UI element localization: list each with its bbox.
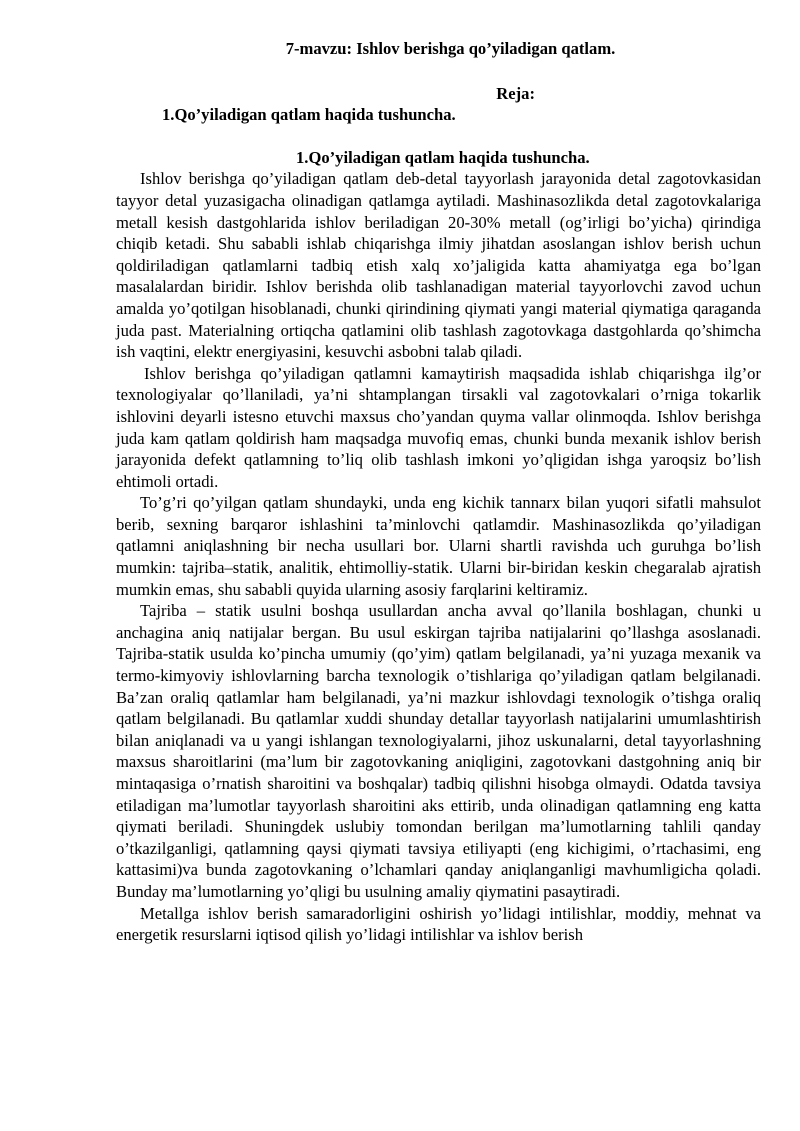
paragraph: Tajriba – statik usulni boshqa usullardan ancha avval qo’llanila boshlagan, chunki u anchagina aniq natijalar bergan. Bu usul eskirgan tajriba natijalarini qo’llashga asoslanadi. Tajriba-statik usulda ko’pincha umumiy (qo’yim) qatlam belgilanadi, ya’ni yuzaga mexanik va termo-kimyoviy ishlovlarning barcha texnologik o’tishlariga qo’yiladigan qatlam belgilanadi. Ba’zan oraliq qatlamlar ham belgilanadi, ya’ni mazkur ishlovdagi texnologik o’tishga oraliq qatlam belgilanadi. Bu qatlamlar xuddi shunday detallar tayyorlash natijalarini umumlashtirish bilan aniqlanadi va u yangi ishlangan texnologiyalarni, jihoz uskunalarni, detal tayyorlashning maxsus sharoitlarini (ma’lum bir zagotovkaning aniqligini, zagotovkani dastgohning aniq bir mintaqasiga o’rnatish sharoitini va boshqalar) tadbiq qilishni hisobga olmaydi. Odatda tavsiya etiladigan ma’lumotlar tayyorlash sharoitini aks ettirib, unda olinadigan qatlamning eng katta qiymati beriladi. Shuningdek uslubiy tomondan berilgan ma’lumotlarning tahlili qanday o’tkazilganligi, qatlamning qaysi qiymati tavsiya etiliyapti (eng kichigimi, o’rtachasimi, eng kattasimi)va bunda zagotovkaning o’lchamlari qanday aniqlanganligi mavhumligicha qoladi. Bunday ma’lumotlarning yo’qligi bu usulning amaliy qiymatini pasaytiradi. xyxy=(116,601,761,901)
document-title: 7-mavzu: Ishlov berishga qo’yiladigan qatlam. xyxy=(285,39,616,58)
paragraph: Ishlov berishga qo’yiladigan qatlam deb-detal tayyorlash jarayonida detal zagotovkasidan tayyor detal yuzasigacha olinadigan qatlamga aytiladi. Mashinasozlikda detal zagotovkalariga metall kesish dastgohlarida ishlov beriladigan 20-30% metall (og’irligi bo’yicha) qirindiga chiqib ketadi. Shu sababli ishlab chiqarishga ilmiy jihatdan asoslangan ishlov berish uchun qoldiriladigan qatlamlarni tadbiq etish xalq xo’jaligida katta ahamiyatga ega bo’lgan masalalardan biridir. Ishlov berishda olib tashlanadigan material tayyorlovchi zavod uchun amalda yo’qotilgan hisoblanadi, chunki qirindining qiymati yangi material qiymatiga qaraganda juda past. Materialning ortiqcha qatlamini olib tashlash zagotovkaga dastgohlarda qo’shimcha ish vaqtini, elektr energiyasini, kesuvchi asbobni talab qiladi. xyxy=(116,169,761,362)
section-heading: 1.Qo’yiladigan qatlam haqida tushuncha. xyxy=(296,147,590,167)
document-page xyxy=(116,38,761,946)
plan-heading: Reja: xyxy=(496,83,535,103)
paragraph: To’g’ri qo’yilgan qatlam shundayki, unda eng kichik tannarx bilan yuqori sifatli mahsulot berib, sexning barqaror ishlashini ta’minlovchi qatlamdir. Mashinasozlikda qo’yiladigan qatlamni aniqlashning bir necha usullari bor. Ularni shartli ravishda uch guruhga bo’lish mumkin: tajriba–statik, analitik, ehtimolliy-statik. Ularni bir-biridan keskin chegaralab ajratish mumkin emas, shu sababli quyida ularning asosiy farqlarini keltiramiz. xyxy=(116,493,761,599)
paragraph: Metallga ishlov berish samaradorligini oshirish yo’lidagi intilishlar, moddiy, mehnat va energetik resurslarni iqtisod qilish yo’lidagi intilishlar va ishlov berish xyxy=(116,903,761,945)
paragraph: Ishlov berishga qo’yiladigan qatlamni kamaytirish maqsadida ishlab chiqarishga ilg’or texnologiyalar qo’llaniladi, ya’ni shtamplangan tirsakli val zagotovkalari o’rniga tokarlik ishlovini deyarli istesno etuvchi maxsus cho’yandan quyma vallar olinmoqda. Ishlov berishga juda kam qatlam qoldirish ham maqsadga muvofiq emas, chunki bunda mexanik ishlov berish jarayonida defekt qatlamning to’liq olib tashlash imkoni yo’qligidan ishga yaroqsiz bo’lish ehtimoli ortadi. xyxy=(116,363,761,491)
plan-item: 1.Qo’yiladigan qatlam haqida tushuncha. xyxy=(162,105,456,125)
